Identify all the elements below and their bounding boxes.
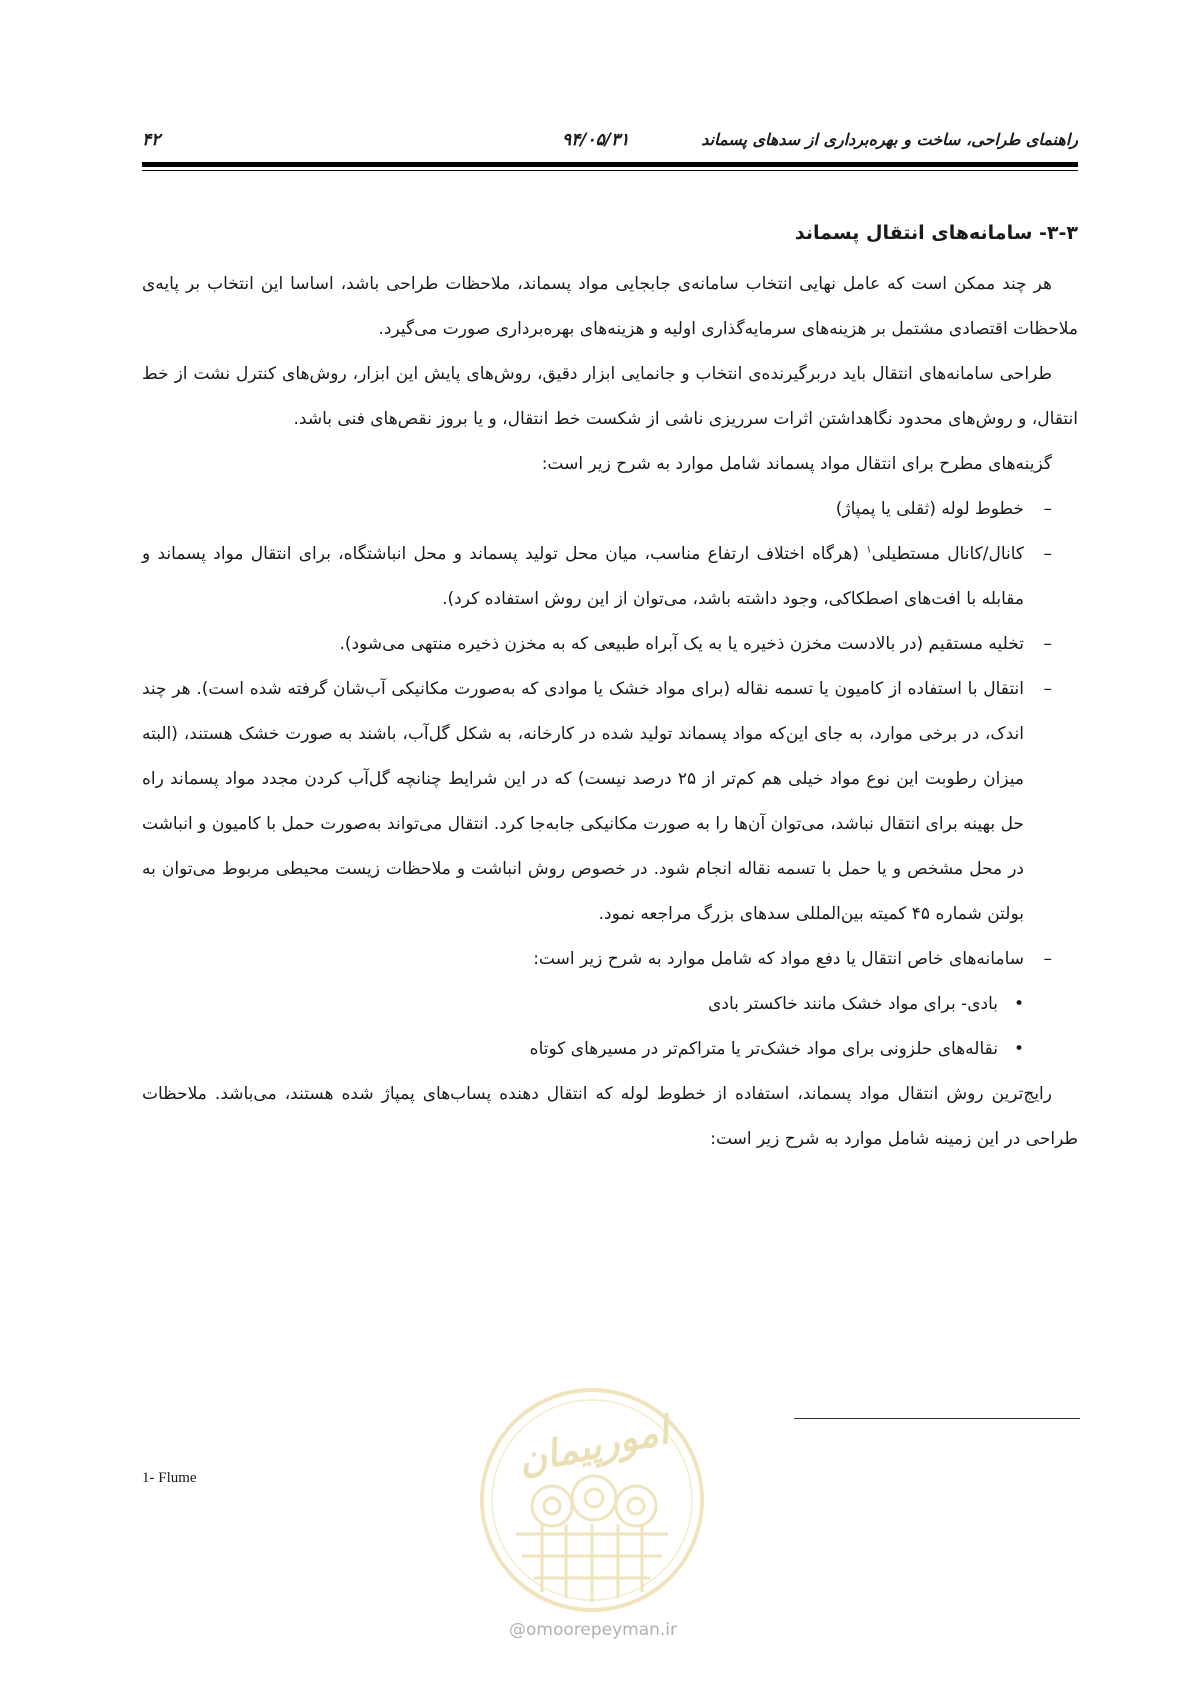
footnote-ref[interactable]: ۱ — [866, 544, 872, 556]
dash-marker: – — [1043, 499, 1052, 519]
page-header — [142, 128, 1078, 168]
footnote: 1- Flume — [142, 1470, 197, 1486]
header-rule-thick — [142, 162, 1078, 167]
bullet-icon: • — [1013, 994, 1024, 1014]
list-item-text: نقاله‌های حلزونی برای مواد خشک‌تر یا متراکم‌تر در مسیرهای کوتاه — [529, 1039, 998, 1059]
dash-marker: – — [1043, 634, 1052, 654]
watermark-url — [468, 1620, 718, 1640]
paragraph-2: طراحی سامانه‌های انتقال باید دربرگیرنده‌ی انتخاب و جانمایی ابزار دقیق، روش‌های پایش این ابزار، روش‌های کنترل نشت از خط انتقال، و روش‌های محدود نگاهداشتن اثرات سرریزی ناشی از شکست خط انتقال، و یا بروز نقص‌های فنی باشد. — [142, 364, 1078, 429]
header-rule-thin — [142, 170, 1078, 171]
dash-marker: – — [1043, 544, 1052, 564]
list-item-text: تخلیه مستقیم (در بالادست مخزن ذخیره یا به یک آبراه طبیعی که به مخزن ذخیره منتهی می‌شود). — [339, 634, 1024, 654]
header-date: ۹۴/۰۵/۳۱ — [562, 130, 630, 150]
list-item — [142, 667, 1052, 937]
list-item-text: خطوط لوله (ثقلی یا پمپاژ) — [835, 499, 1024, 519]
list-item — [142, 487, 1052, 532]
paragraph-3: گزینه‌های مطرح برای انتقال مواد پسماند شامل موارد به شرح زیر است: — [541, 454, 1052, 474]
list-item-text-cont: (هرگاه اختلاف ارتفاع مناسب، میان محل تولید پسماند و محل انباشتگاه، برای انتقال مواد پسماند و مقابله با افت‌های اصطکاکی، وجود داشته باشد، می‌توان از این روش استفاده کرد). — [142, 544, 1024, 609]
watermark-logo-text: امورپیمان — [513, 1406, 673, 1483]
list-item-text: بادی- برای مواد خشک مانند خاکستر بادی — [708, 994, 998, 1014]
list-item — [142, 1027, 1024, 1072]
paragraph-1: هر چند ممکن است که عامل نهایی انتخاب سامانه‌ی جابجایی مواد پسماند، ملاحظات طراحی باشد، اساسا این انتخاب بر پایه‌ی ملاحظات اقتصادی مشتمل بر هزینه‌های سرمایه‌گذاری اولیه و هزینه‌های بهره‌برداری صورت می‌گیرد. — [142, 274, 1078, 339]
list-item — [142, 532, 1052, 622]
list-item-text: انتقال با استفاده از کامیون یا تسمه نقاله (برای مواد خشک یا موادی که به‌صورت مکانیکی آب‌شان گرفته شده است). هر چند اندک، در برخی موارد، به جای این‌که مواد پسماند تولید شده در کارخانه، به شکل گل‌آب، باشند به صورت خشک هستند، (البته میزان رطوبت این نوع مواد خیلی هم کم‌تر از ۲۵ درصد نیست) که در این شرایط چنانچه گل‌آب کردن مجدد مواد پسماند راه حل بهینه برای انتقال نباشد، می‌توان آن‌ها را به صورت مکانیکی جابه‌جا کرد. انتقال می‌تواند به‌صورت حمل با کامیون و انباشت در محل مشخص و یا حمل با تسمه نقاله انجام شود. در خصوص روش انباشت و ملاحظات زیست محیطی مربوط می‌توان به بولتن شماره ۴۵ کمیته بین‌المللی سدهای بزرگ مراجعه نمود. — [142, 679, 1024, 924]
section-title: ۳-۳- سامانه‌های انتقال پسماند — [794, 222, 1078, 244]
list-item-text: سامانه‌های خاص انتقال یا دفع مواد که شامل موارد به شرح زیر است: — [533, 949, 1024, 969]
closing-paragraph: رایج‌ترین روش انتقال مواد پسماند، استفاده از خطوط لوله که انتقال دهنده پساب‌های پمپاژ شده هستند، می‌باشد. ملاحظات طراحی در این زمینه شامل موارد به شرح زیر است: — [142, 1084, 1078, 1149]
list-item-text: کانال/کانال مستطیلی — [871, 544, 1024, 564]
list-item — [142, 982, 1024, 1027]
watermark-url-text: omoorepeyman.ir — [525, 1620, 678, 1640]
list-item — [142, 937, 1052, 982]
watermark-logo — [476, 1384, 708, 1616]
dash-marker: – — [1043, 679, 1052, 699]
page-body — [142, 216, 1078, 1162]
special-systems-list — [142, 982, 1078, 1072]
header-book-title: راهنمای طراحی، ساخت و بهره‌برداری از سدهای پسماند — [701, 130, 1078, 149]
transport-options-list — [142, 487, 1078, 982]
list-item — [142, 622, 1052, 667]
at-sign-icon: @ — [508, 1620, 526, 1640]
footnote-separator — [794, 1418, 1080, 1419]
bullet-icon: • — [1013, 1039, 1024, 1059]
page-number: ۴۲ — [142, 130, 161, 150]
dash-marker: – — [1043, 949, 1052, 969]
